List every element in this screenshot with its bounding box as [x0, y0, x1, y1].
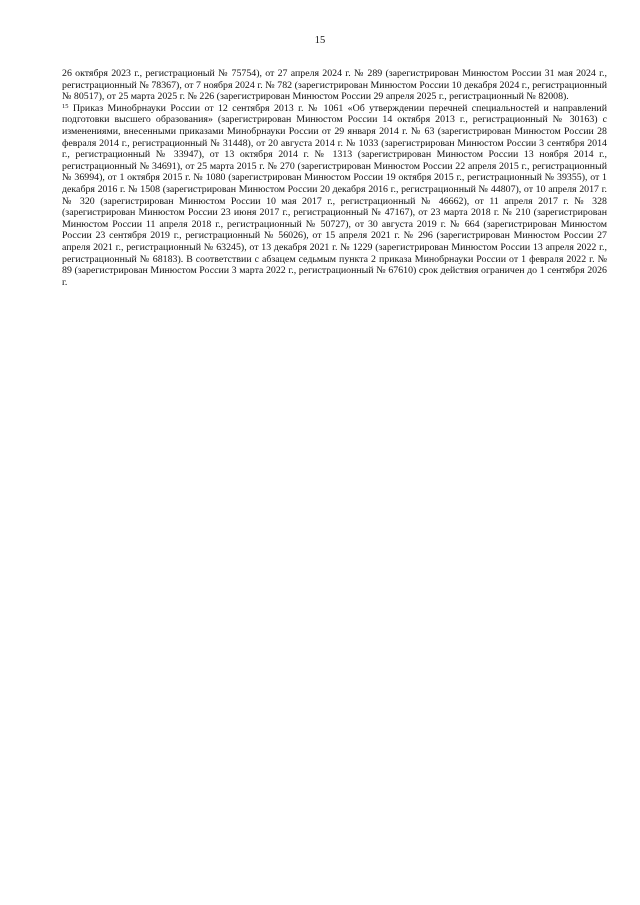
footnote-continuation	[62, 68, 607, 103]
page-number: 15	[314, 35, 326, 46]
footnote-marker: 15	[62, 102, 69, 110]
footnote-text: Приказ Минобрнауки России от 12 сентября 2013 г. № 1061 «Об утверждении перечней специальностей и направлений подготовки высшего образования» (зарегистрирован Минюстом России 14 октября 2013 г., регистрационный № 30163) с изменениями, внесенными приказами Минобрнауки России от 29 января 2014 г. № 63 (зарегистрирован Минюстом России 28 февраля 2014 г., регистрационный № 31448), от 20 августа 2014 г. № 1033 (зарегистрирован Минюстом России 3 сентября 2014 г., регистрационный № 33947), от 13 октября 2014 г. № 1313 (зарегистрирован Минюстом России 13 ноября 2014 г., регистрационный № 34691), от 25 марта 2015 г. № 270 (зарегистрирован Минюстом России 22 апреля 2015 г., регистрационный № 36994), от 1 октября 2015 г. № 1080 (зарегистрирован Минюстом России 19 октября 2015 г., регистрационный № 39355), от 1 декабря 2016 г. № 1508 (зарегистрирован Минюстом России 20 декабря 2016 г., регистрационный № 44807), от 10 апреля 2017 г. № 320 (зарегистрирован Минюстом России 10 мая 2017 г., регистрационный № 46662), от 11 апреля 2017 г. № 328 (зарегистрирован Минюстом России 23 июня 2017 г., регистрационный № 47167), от 23 марта 2018 г. № 210 (зарегистрирован Минюстом России 11 апреля 2018 г., регистрационный № 50727), от 30 августа 2019 г. № 664 (зарегистрирован Минюстом России 23 сентября 2019 г., регистрационный № 56026), от 15 апреля 2021 г. № 296 (зарегистрирован Минюстом России 27 апреля 2021 г., регистрационный № 63245), от 13 декабря 2021 г. № 1229 (зарегистрирован Минюстом России 13 апреля 2022 г., регистрационный № 68183). В соответствии с абзацем седьмым пункта 2 приказа Минобрнауки России от 1 февраля 2022 г. № 89 (зарегистрирован Минюстом России 3 марта 2022 г., регистрационный № 67610) срок действия ограничен до 1 сентября 2026 г.	[62, 102, 607, 288]
footnotes-section	[62, 68, 607, 288]
footnote-text: 26 октября 2023 г., регистрационый № 75754), от 27 апреля 2024 г. № 289 (зарегистрирован Минюстом России 31 мая 2024 г., регистрационный № 78367), от 7 ноября 2024 г. № 782 (зарегистрирован Минюстом России 10 декабря 2024 г., регистрационный № 80517), от 25 марта 2025 г. № 226 (зарегистрирован Минюстом России 29 апреля 2025 г., регистрационный № 82008).	[62, 68, 607, 103]
footnote-15	[62, 103, 607, 289]
